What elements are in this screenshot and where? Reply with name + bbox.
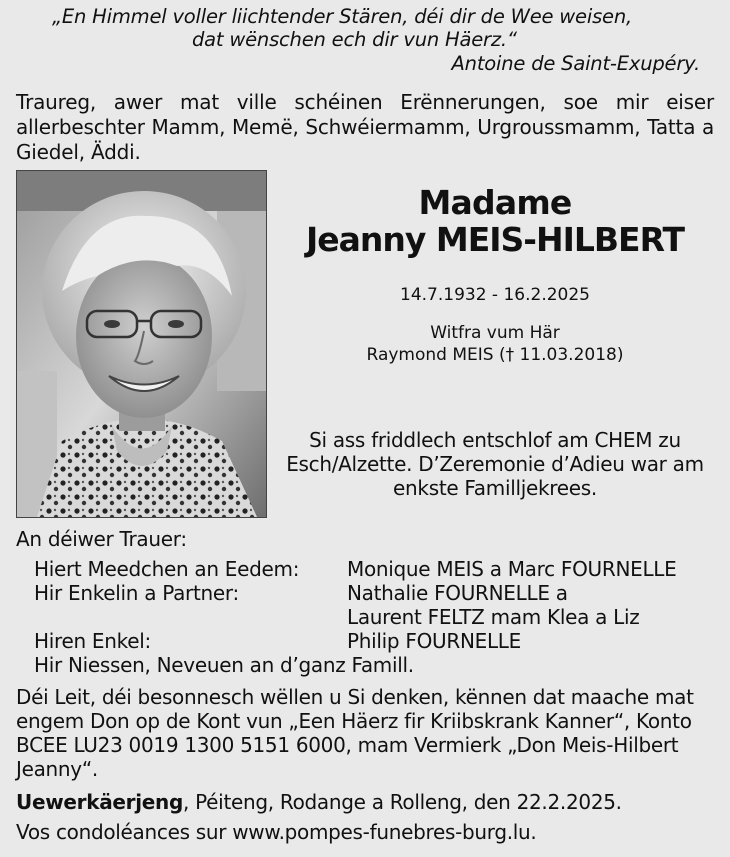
widow-line-1: Witfra vum Här	[430, 323, 560, 343]
mourner-names: Laurent FELTZ mam Klea a Liz	[347, 605, 640, 629]
salutation: Madame	[418, 183, 572, 222]
intro-text: Traureg, awer mat ville schéinen Erënnerungen, soe mir eiser allerbeschter Mamm, Memë, Schwéiermamm, Urgroussmamm, Tatta a Giedel, Äddi.	[16, 90, 714, 164]
widow-line-2: Raymond MEIS († 11.03.2018)	[366, 345, 624, 365]
extended-family: Hir Niessen, Neveuen an d’ganz Famill.	[34, 653, 414, 677]
quote-line-2: dat wënschen ech dir vun Häerz.“	[192, 28, 517, 51]
mourner-names: Monique MEIS a Marc FOURNELLE	[347, 557, 677, 581]
place-date	[16, 790, 622, 814]
mourner-relation: Hiert Meedchen an Eedem:	[34, 557, 300, 581]
quote-line-1: „En Himmel voller liichtender Stären, déi dir de Wee weisen,	[52, 5, 632, 28]
condolences-text: Vos condoléances sur www.pompes-funebres-burg.lu.	[16, 820, 537, 844]
mourner-relation: Hiren Enkel:	[34, 629, 151, 653]
mourners-label: An déiwer Trauer:	[16, 527, 187, 551]
place-town: Uewerkäerjeng	[16, 790, 184, 814]
portrait-photo	[16, 170, 267, 518]
quote-author: Antoine de Saint-Exupéry.	[451, 52, 700, 75]
place-rest: , Péiteng, Rodange a Rolleng, den 22.2.2025.	[183, 790, 622, 814]
donation-text: Déi Leit, déi besonnesch wëllen u Si denken, kënnen dat maache mat engem Don op de Kont vun „Een Häerz fir Kriibskrank Kanner“, Konto BCEE LU23 0019 1300 5151 6000, mam Vermierk „Don Meis-Hilbert Jeanny“.	[16, 685, 694, 781]
passed-away-text: Si ass friddlech entschlof am CHEM zu Esch/Alzette. D’Zeremonie d’Adieu war am enkste Familljekrees.	[286, 428, 704, 500]
mourner-relation: Hir Enkelin a Partner:	[34, 581, 239, 605]
mourner-names: Philip FOURNELLE	[347, 629, 521, 653]
mourner-names: Nathalie FOURNELLE a	[347, 581, 568, 605]
life-dates: 14.7.1932 - 16.2.2025	[400, 285, 590, 305]
portrait-image	[17, 171, 266, 517]
deceased-name: Jeanny MEIS-HILBERT	[305, 220, 685, 259]
